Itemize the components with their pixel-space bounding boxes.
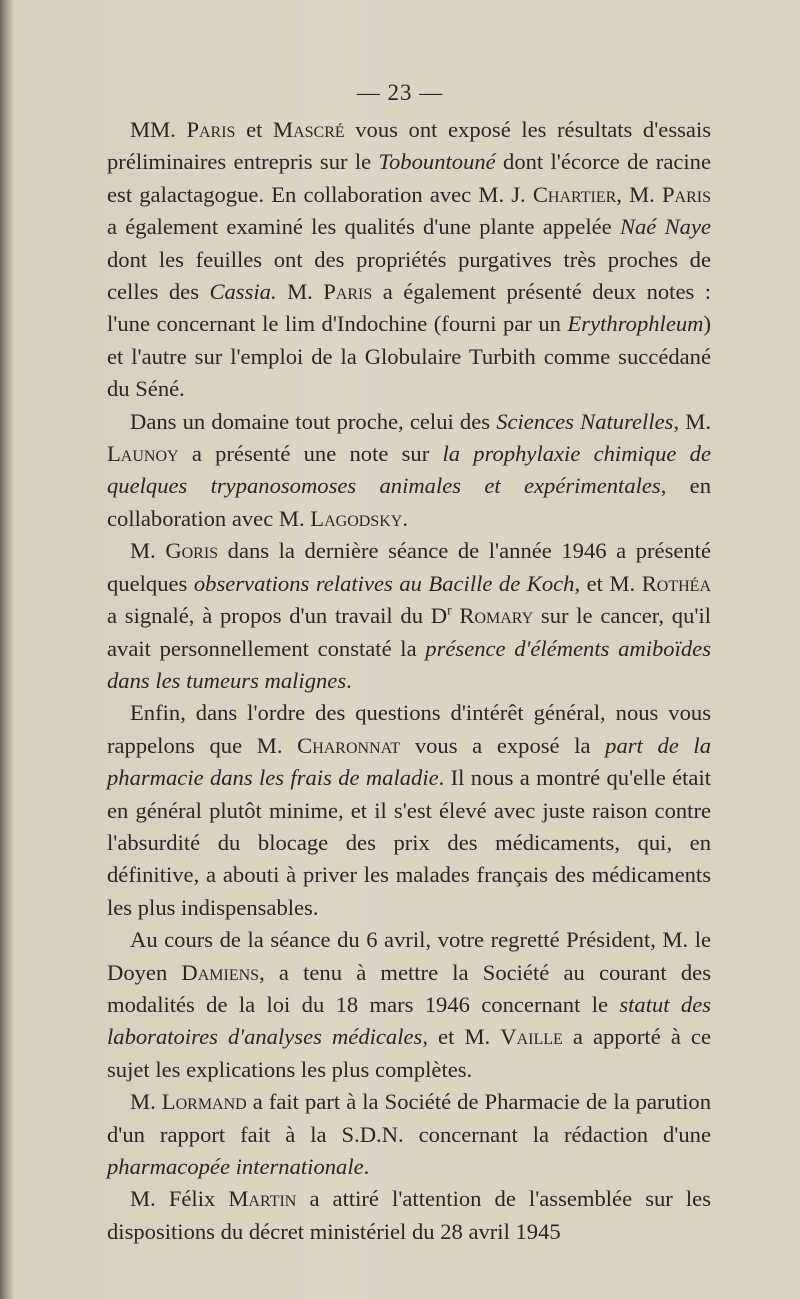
name-goris: Goris (165, 538, 219, 564)
name-lagodsky: Lagodsky (310, 505, 403, 531)
plant-nae: Naé Naye (619, 214, 712, 240)
paragraph-4: Enfin, dans l'ordre des questions d'intérêt général, nous vous rappelons que M. Charonnat vous a exposé la part de la pharmacie dans les frais de maladie. Il nous a montré qu'elle était en général plutôt minime, et il s'est élevé avec juste raison contre l'absurdité du blocage des prix des médicaments, qui, en définitive, a abouti à priver les malades français des médicaments les plus indispensables. (107, 700, 711, 920)
name-damiens: Damiens (181, 959, 260, 985)
name-charonnat: Charonnat (297, 732, 401, 758)
paragraph-3: M. Goris dans la dernière séance de l'année 1946 a présenté quelques observations relatives au Bacille de Koch, et M. Rothéa a signalé, à propos d'un travail du $D^r$ Romary sur le cancer, qu'il avait personnellement constaté la présence d'éléments amiboïdes dans les tumeurs malignes. (107, 538, 711, 693)
name-launoy: Launoy (107, 441, 179, 467)
name-martin: Martin (228, 1186, 297, 1212)
name-mascre: Mascré (272, 117, 345, 142)
paragraph-2: Dans un domaine tout proche, celui des Sciences Naturelles, M. Launoy a présenté une note sur la prophylaxie chimique de quelques trypanosomoses animales et expérimentales, en collaboration avec M. Lagodsky. (107, 408, 711, 531)
plant-cassia: Cassia. (209, 279, 277, 305)
paragraph-1: MM. Paris et Mascré vous ont exposé les résultats d'essais préliminaires entrepris sur le Tobountouné dont l'écorce de racine est galactagogue. En collaboration avec M. J. Chartier, M. Paris a également examiné les qualités d'une plante appelée Naé Naye dont les feuilles ont des propriétés purgatives très proches de celles des Cassia. M. Paris a également présenté deux notes : l'une concernant le lim d'Indochine (fourni par un Erythrophleum) et l'autre sur l'emploi de la Globulaire Turbith comme succédané du Séné. (107, 117, 712, 402)
name-lormand: Lormand (161, 1089, 247, 1115)
name-paris: Paris (186, 117, 236, 142)
name-vaille: Vaille (500, 1024, 563, 1050)
plant-erythrophleum: Erythrophleum (567, 311, 704, 337)
name-rothea: Rothéa (641, 570, 711, 596)
paragraph-7: M. Félix Martin a attiré l'attention de l'assemblée sur les dispositions du décret ministériel du 28 avril 1945 (107, 1186, 711, 1244)
body-text (107, 114, 711, 1248)
page-number: — 23 — (356, 80, 444, 105)
name-romary: Romary (459, 603, 534, 629)
plant-toboun: Tobountouné (378, 149, 496, 175)
paragraph-5: Au cours de la séance du 6 avril, votre regretté Président, M. le Doyen Damiens, a tenu à mettre la Société au courant des modalités de la loi du 18 mars 1946 concernant le statut des laboratoires d'analyses médicales, et M. Vaille a apporté à ce sujet les explications les plus complètes. (107, 927, 712, 1082)
name-chartier: Chartier (532, 181, 617, 207)
paragraph-6: M. Lormand a fait part à la Société de Pharmacie de la parution d'un rapport fait à la S.D.N. concernant la rédaction d'une pharmacopée internationale. (107, 1089, 711, 1179)
